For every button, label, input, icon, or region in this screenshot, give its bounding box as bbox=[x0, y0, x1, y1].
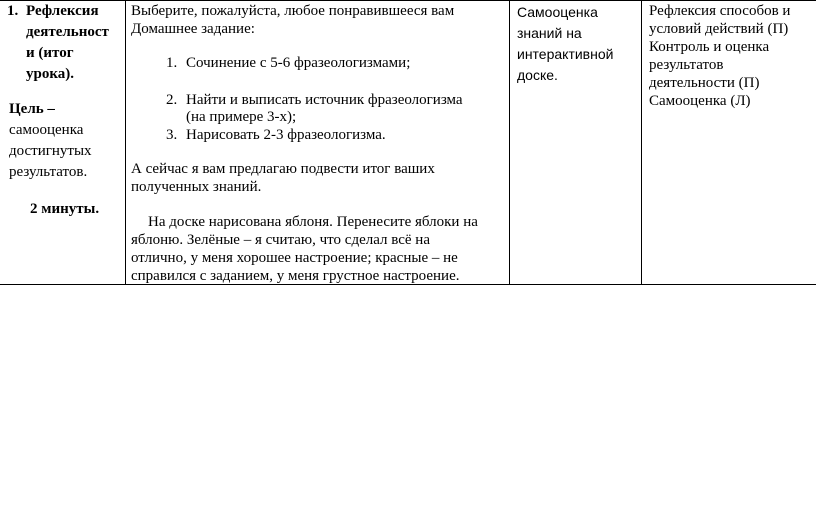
stage-title-line: урока). bbox=[26, 66, 75, 82]
uud-line: условий действий (П) bbox=[649, 21, 789, 37]
uud-line: Самооценка (Л) bbox=[649, 93, 751, 109]
intro-line: Выберите, пожалуйста, любое понравившееся вам bbox=[131, 3, 455, 19]
uud-line: деятельности (П) bbox=[649, 75, 760, 91]
stage-title-line: и (итог bbox=[26, 45, 74, 61]
summary-line: А сейчас я вам предлагаю подвести итог ваших bbox=[131, 161, 435, 177]
task-text: Нарисовать 2-3 фразеологизма. bbox=[186, 127, 386, 143]
uud-cell bbox=[642, 1, 816, 285]
student-cell bbox=[510, 1, 642, 285]
goal-line: самооценка bbox=[9, 122, 84, 138]
goal-label: Цель – bbox=[9, 101, 55, 117]
teacher-cell bbox=[126, 1, 510, 285]
uud-line: результатов bbox=[649, 57, 724, 73]
task-number: 3. bbox=[166, 127, 178, 143]
student-line: Самооценка bbox=[517, 4, 598, 20]
task-number: 1. bbox=[166, 55, 178, 71]
stage-cell bbox=[0, 1, 126, 285]
uud-line: Контроль и оценка bbox=[649, 39, 770, 55]
intro-line: Домашнее задание: bbox=[131, 21, 255, 37]
apple-line: отлично, у меня хорошее настроение; красные – не bbox=[131, 250, 458, 266]
summary-line: полученных знаний. bbox=[131, 179, 262, 195]
apple-line: справился с заданием, у меня грустное настроение. bbox=[131, 268, 460, 284]
task-text: (на примере 3-х); bbox=[186, 109, 297, 125]
apple-line: яблоню. Зелёные – я считаю, что сделал всё на bbox=[131, 232, 430, 248]
stage-title-line: деятельност bbox=[26, 24, 109, 40]
stage-number: 1. bbox=[7, 3, 19, 19]
task-number: 2. bbox=[166, 92, 178, 108]
task-text: Найти и выписать источник фразеологизма bbox=[186, 92, 463, 108]
student-line: знаний на bbox=[517, 25, 582, 41]
apple-line: На доске нарисована яблоня. Перенесите яблоки на bbox=[148, 214, 478, 230]
student-line: интерактивной bbox=[517, 46, 614, 62]
student-line: доске. bbox=[517, 67, 558, 83]
duration: 2 минуты. bbox=[30, 201, 100, 217]
uud-line: Рефлексия способов и bbox=[649, 3, 791, 19]
stage-title-line: Рефлексия bbox=[26, 3, 99, 19]
goal-line: достигнутых bbox=[9, 143, 92, 159]
goal-line: результатов. bbox=[9, 164, 88, 180]
task-text: Сочинение с 5-6 фразеологизмами; bbox=[186, 55, 411, 71]
